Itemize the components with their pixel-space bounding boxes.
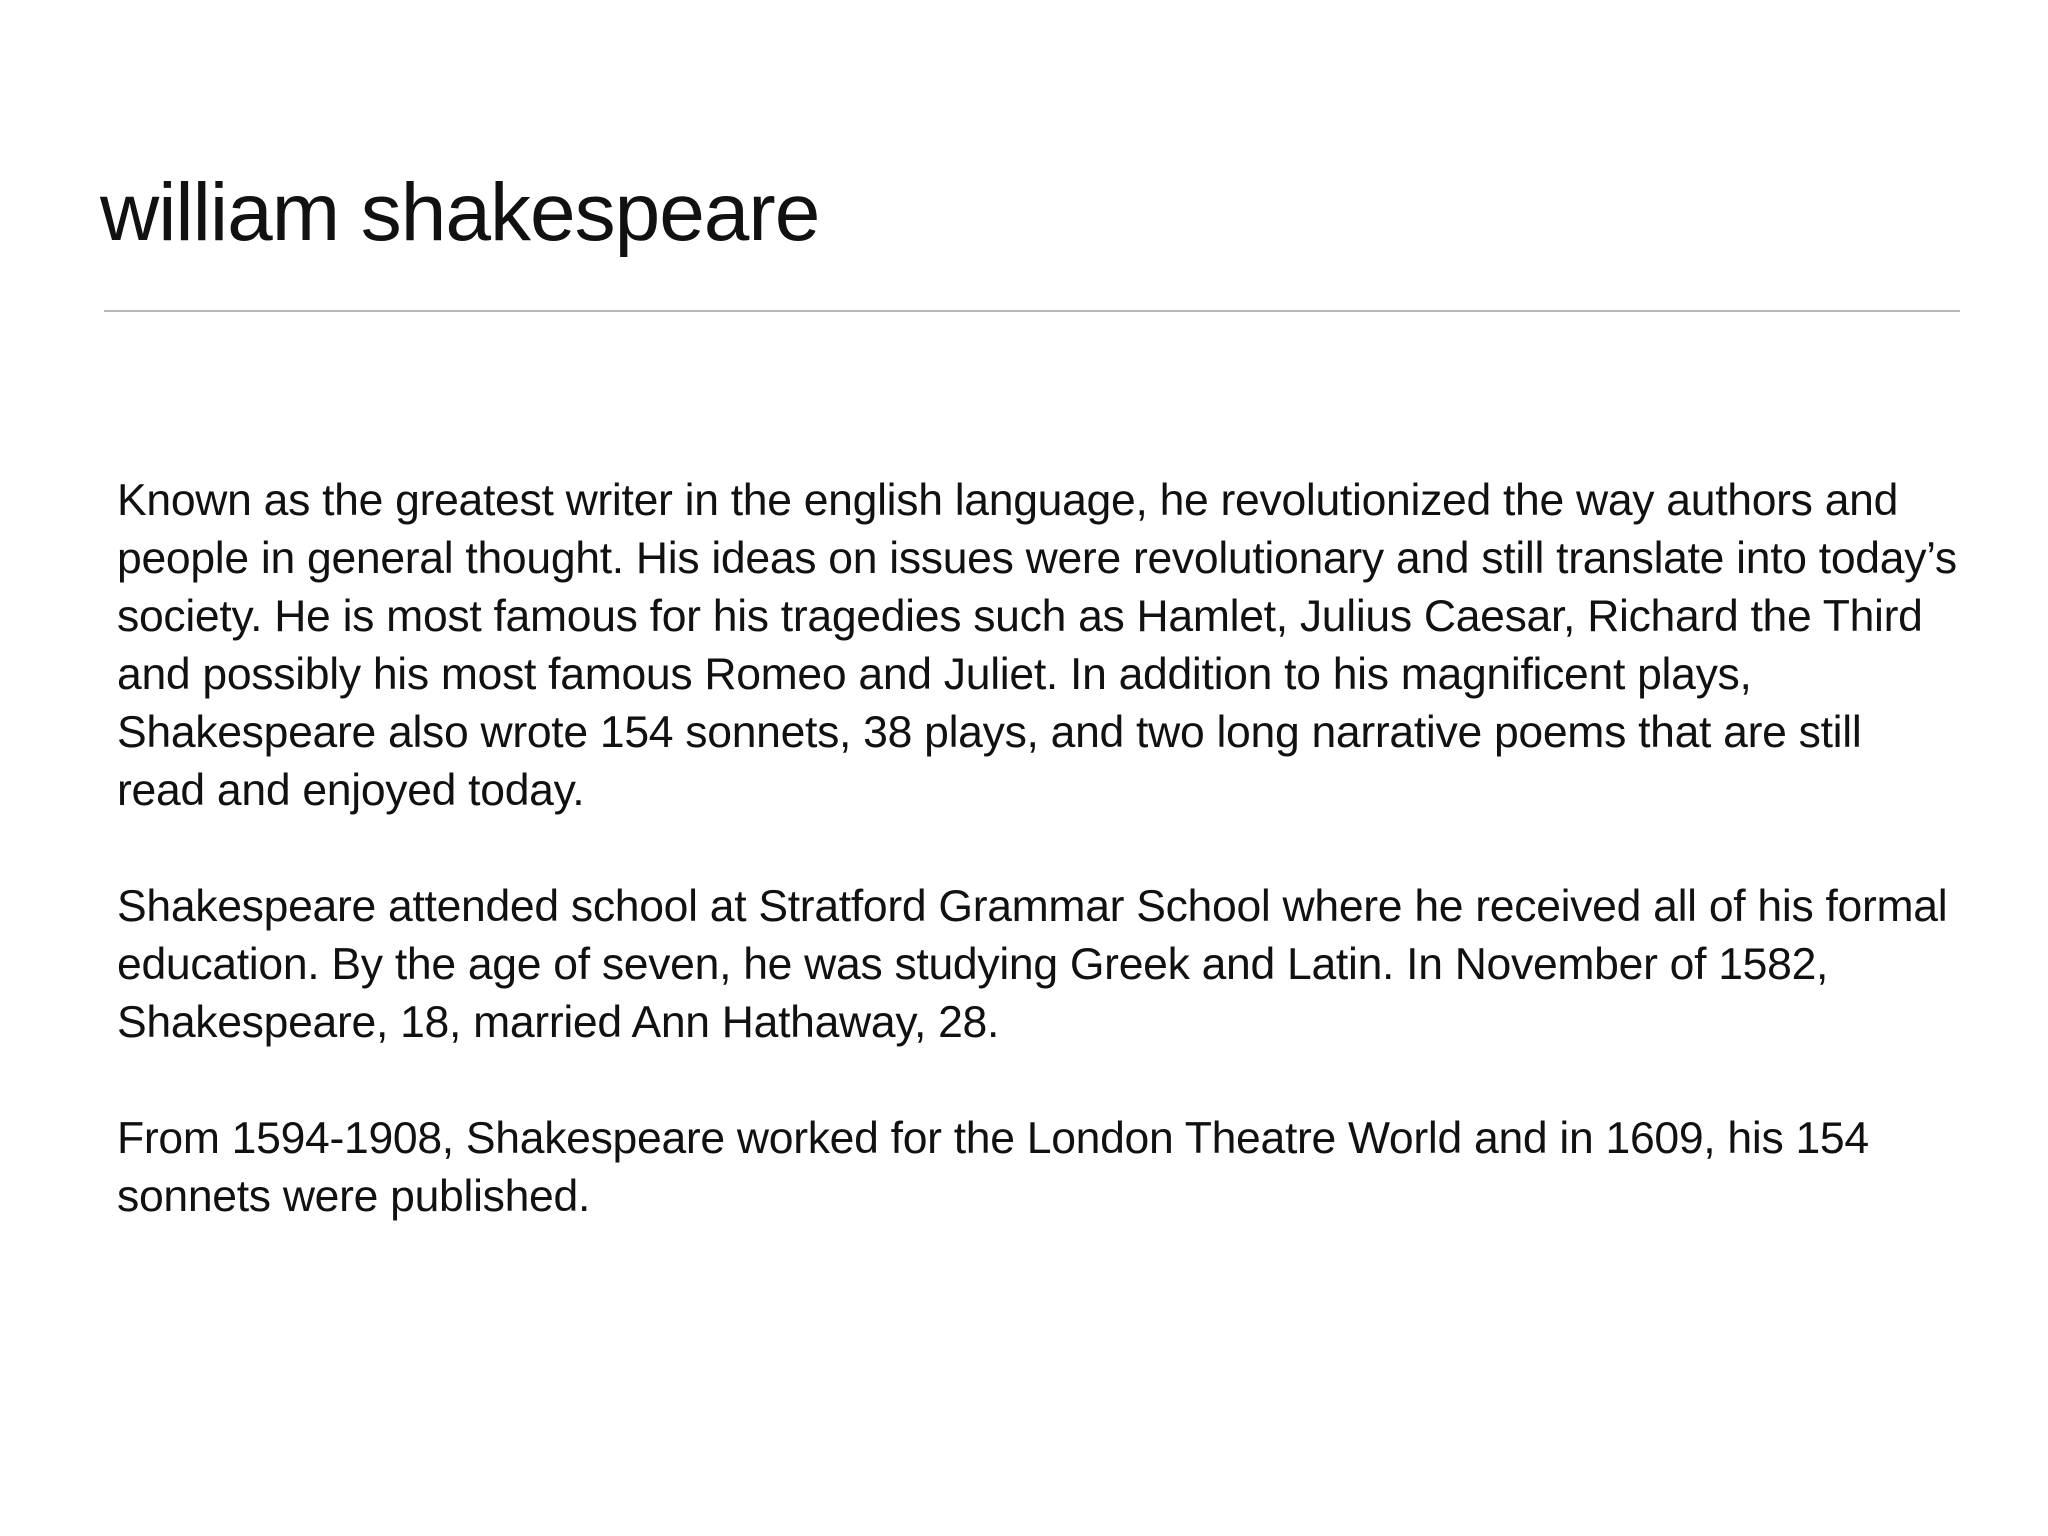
- paragraph-intro: Known as the greatest writer in the english language, he revolutionized the way authors and people in general thought. His ideas on issues were revolutionary and still translate into today’s society. He is most famous for his tragedies such as Hamlet, Julius Caesar, Richard the Third and possibly his most famous Romeo and Juliet. In addition to his magnificent plays, Shakespeare also wrote 154 sonnets, 38 plays, and two long narrative poems that are still read and enjoyed today.: [117, 476, 1957, 815]
- paragraph-education: Shakespeare attended school at Stratford Grammar School where he received all of his formal education. By the age of seven, he was studying Greek and Latin. In November of 1582, Shakespeare, 18, married Ann Hathaway, 28.: [117, 882, 1948, 1047]
- slide-title: william shakespeare: [100, 167, 820, 258]
- title-divider: [104, 310, 1960, 312]
- paragraph-career: From 1594-1908, Shakespeare worked for the London Theatre World and in 1609, his 154 sonnets were published.: [117, 1114, 1869, 1221]
- slide-body: [117, 472, 1957, 1284]
